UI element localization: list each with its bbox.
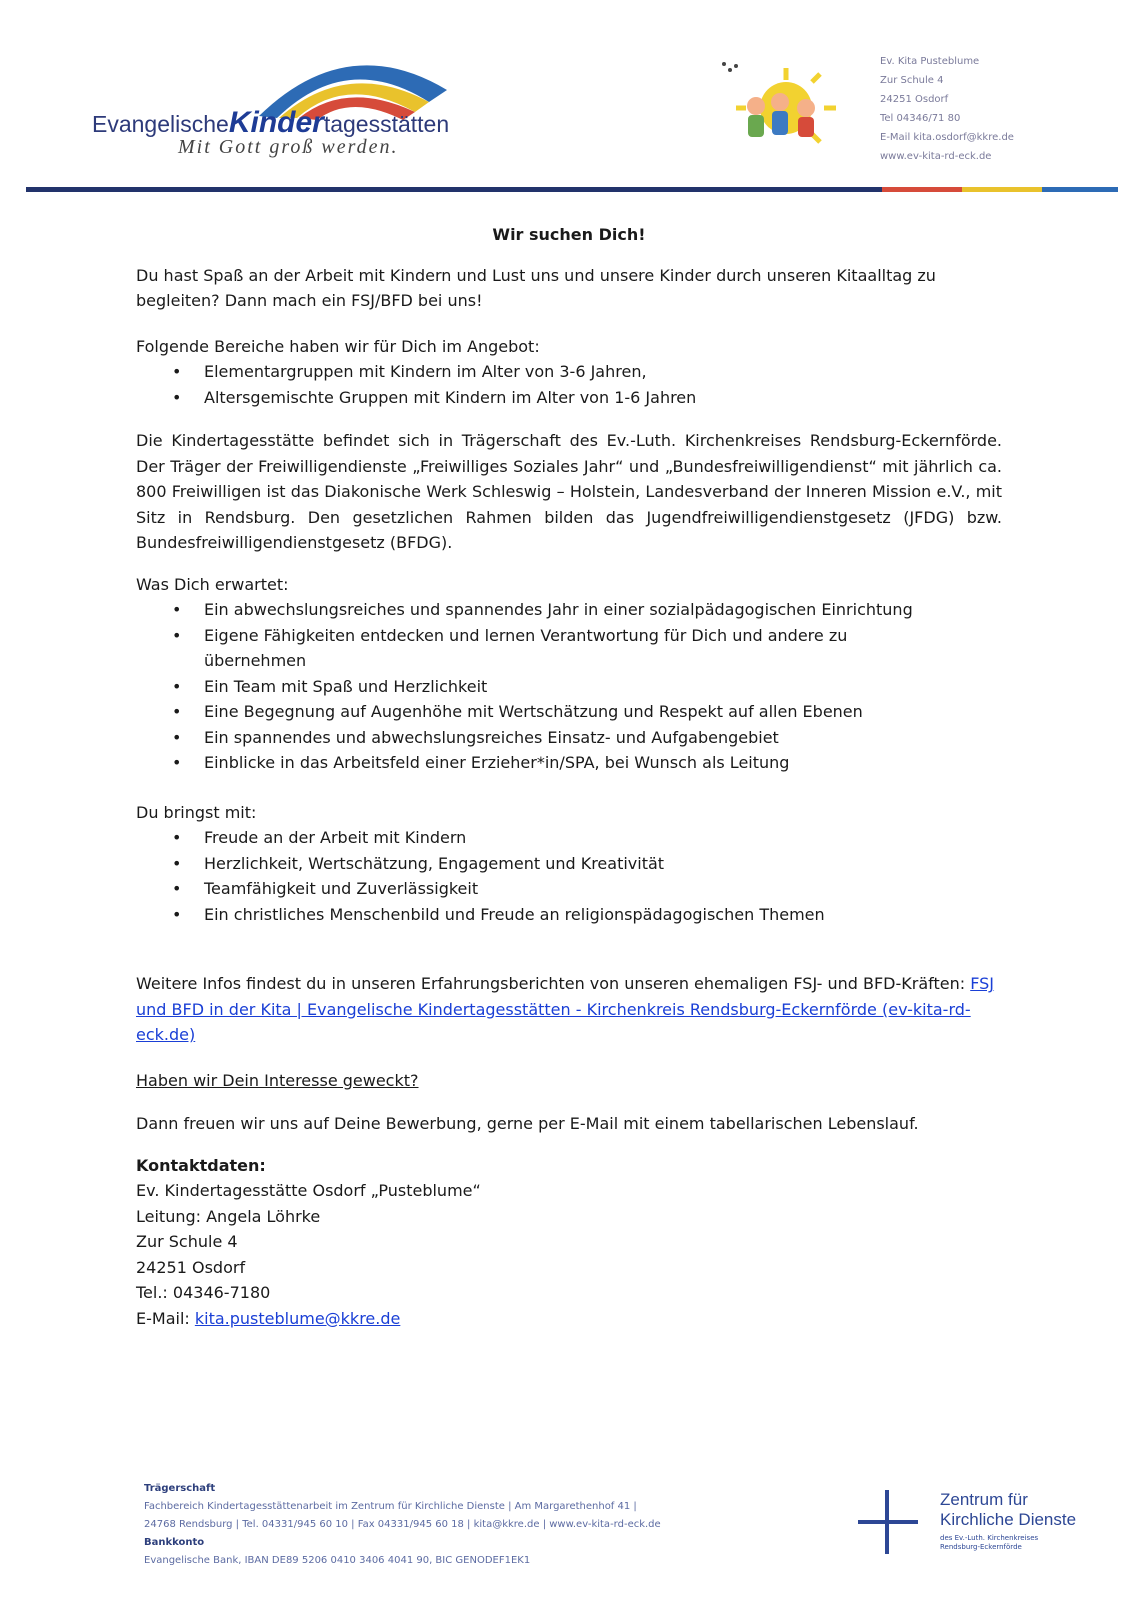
header-rule-blue bbox=[26, 187, 882, 192]
address-line: Ev. Kita Pusteblume bbox=[880, 56, 980, 67]
footer-bank-label: Bankkonto bbox=[144, 1537, 205, 1548]
email-label: E-Mail: bbox=[136, 1308, 195, 1328]
logo-wordmark bbox=[92, 106, 449, 140]
children-sun-logo-icon bbox=[716, 58, 846, 148]
address-line: Tel 04346/71 80 bbox=[880, 113, 961, 124]
footer-traeger-line: 24768 Rendsburg | Tel. 04331/945 60 10 | Fax 04331/945 60 18 | kita@kkre.de | www.ev-kita-rd-eck.de bbox=[144, 1519, 661, 1530]
document-body bbox=[136, 222, 1002, 1331]
logo-word-evangelische: Evangelische bbox=[92, 111, 229, 137]
footer-bank-line: Evangelische Bank, IBAN DE89 5206 0410 3406 4041 90, BIC GENODEF1EK1 bbox=[144, 1555, 531, 1566]
zkd-subline bbox=[940, 1534, 1038, 1552]
list-item: • Herzlichkeit, Wertschätzung, Engagement und Kreativität bbox=[204, 851, 1002, 877]
logo-word-kinder: Kinder bbox=[228, 106, 324, 139]
infos-text: Weitere Infos findest du in unseren Erfahrungsberichten von unseren ehemaligen FSJ- und BFD-Kräften: bbox=[136, 974, 971, 993]
list-item: • Einblicke in das Arbeitsfeld einer Erzieher*in/SPA, bei Wunsch als Leitung bbox=[204, 750, 1002, 776]
footer-traeger-line: Fachbereich Kindertagesstättenarbeit im Zentrum für Kirchliche Dienste | Am Margarethenhof 41 | bbox=[144, 1501, 637, 1512]
footer bbox=[144, 1480, 784, 1570]
header-rule-yellow bbox=[962, 187, 1042, 192]
zkd-logo bbox=[858, 1490, 1098, 1560]
logo-word-tagesstaetten: tagesstätten bbox=[323, 111, 450, 137]
email-link[interactable]: kita.pusteblume@kkre.de bbox=[194, 1308, 401, 1328]
contact-line: 24251 Osdorf bbox=[136, 1257, 246, 1277]
bring-label: Du bringst mit: bbox=[136, 802, 257, 822]
contact-line: Ev. Kindertagesstätte Osdorf „Pusteblume“ bbox=[136, 1181, 481, 1200]
header-rule-red bbox=[882, 187, 962, 192]
list-item: • Ein spannendes und abwechslungsreiches Einsatz- und Aufgabengebiet bbox=[204, 725, 1002, 751]
about-paragraph: Die Kindertagesstätte befindet sich in Trägerschaft des Ev.-Luth. Kirchenkreises Rendsburg-Eckernförde. Der Träger der Freiwilligendienste „Freiwilliges Soziales Jahr“ und „Bundesfreiwilligendienst“ mit jährlich ca. 800 Freiwilligen ist das Diakonische Werk Schleswig – Holstein, Landesverband der Inneren Mission e.V., mit Sitz in Rendsburg. Den gesetzlichen Rahmen bilden das Jugendfreiwilligendienstgesetz (JFDG) bzw. Bundesfreiwilligendienstgesetz (BFDG). bbox=[136, 431, 1002, 552]
zkd-sub-line: Rendsburg-Eckernförde bbox=[940, 1543, 1022, 1551]
bring-list bbox=[136, 825, 1002, 927]
address-line: 24251 Osdorf bbox=[880, 94, 949, 105]
contact-email-line bbox=[136, 1306, 1002, 1332]
list-item: • Eine Begegnung auf Augenhöhe mit Wertschätzung und Respekt auf allen Ebenen bbox=[204, 699, 1002, 725]
cross-icon bbox=[858, 1490, 918, 1554]
zkd-wordmark bbox=[940, 1490, 1076, 1530]
contact-block bbox=[136, 1153, 1002, 1332]
list-item: • Ein christliches Menschenbild und Freude an religionspädagogischen Themen bbox=[204, 902, 1002, 928]
infos-paragraph bbox=[136, 971, 1002, 1048]
zkd-line: Zentrum für bbox=[940, 1490, 1028, 1509]
contact-line: Leitung: Angela Löhrke bbox=[136, 1206, 321, 1226]
intro-paragraph: Du hast Spaß an der Arbeit mit Kindern und Lust uns und unsere Kinder durch unseren Kitaalltag zu begleiten? Dann mach ein FSJ/BFD bei uns! bbox=[136, 265, 936, 310]
contact-line: Zur Schule 4 bbox=[136, 1232, 238, 1251]
zkd-line: Kirchliche Dienste bbox=[940, 1510, 1077, 1529]
apply-paragraph: Dann freuen wir uns auf Deine Bewerbung, gerne per E-Mail mit einem tabellarischen Lebenslauf. bbox=[136, 1114, 919, 1133]
areas-label: Folgende Bereiche haben wir für Dich im Angebot: bbox=[136, 336, 540, 356]
logo-slogan: Mit Gott groß werden. bbox=[178, 136, 399, 158]
page-title: Wir suchen Dich! bbox=[492, 225, 646, 244]
header-address bbox=[880, 52, 1080, 166]
footer-traeger-label: Trägerschaft bbox=[144, 1483, 216, 1494]
kita-logo bbox=[92, 50, 532, 165]
address-line: E-Mail kita.osdorf@kkre.de bbox=[880, 132, 1014, 143]
contact-label: Kontaktdaten: bbox=[136, 1155, 266, 1175]
list-item: • Teamfähigkeit und Zuverlässigkeit bbox=[204, 876, 1002, 902]
areas-list bbox=[136, 359, 1002, 410]
zkd-sub-line: des Ev.-Luth. Kirchenkreises bbox=[940, 1534, 1039, 1542]
list-item: • Freude an der Arbeit mit Kindern bbox=[204, 825, 1002, 851]
address-line: www.ev-kita-rd-eck.de bbox=[880, 151, 992, 162]
list-item: • Ein Team mit Spaß und Herzlichkeit bbox=[204, 674, 1002, 700]
fsj-bfd-link[interactable]: FSJ und BFD in der Kita | Evangelische Kindertagesstätten - Kirchenkreis Rendsburg-Eckernförde (ev-kita-rd-eck.de) bbox=[136, 974, 995, 1044]
contact-line: Tel.: 04346-7180 bbox=[136, 1283, 271, 1302]
expect-list bbox=[136, 597, 1002, 776]
interest-heading: Haben wir Dein Interesse geweckt? bbox=[136, 1070, 419, 1090]
list-item: • Altersgemischte Gruppen mit Kindern im Alter von 1-6 Jahren bbox=[204, 385, 1002, 411]
address-line: Zur Schule 4 bbox=[880, 75, 944, 86]
expect-label: Was Dich erwartet: bbox=[136, 574, 289, 594]
header-rule-light-blue bbox=[1042, 187, 1118, 192]
list-item: • Eigene Fähigkeiten entdecken und lernen Verantwortung für Dich und andere zu übernehmen bbox=[204, 623, 1002, 674]
list-item: • Ein abwechslungsreiches und spannendes Jahr in einer sozialpädagogischen Einrichtung bbox=[204, 597, 1002, 623]
list-item: • Elementargruppen mit Kindern im Alter von 3-6 Jahren, bbox=[204, 359, 1002, 385]
